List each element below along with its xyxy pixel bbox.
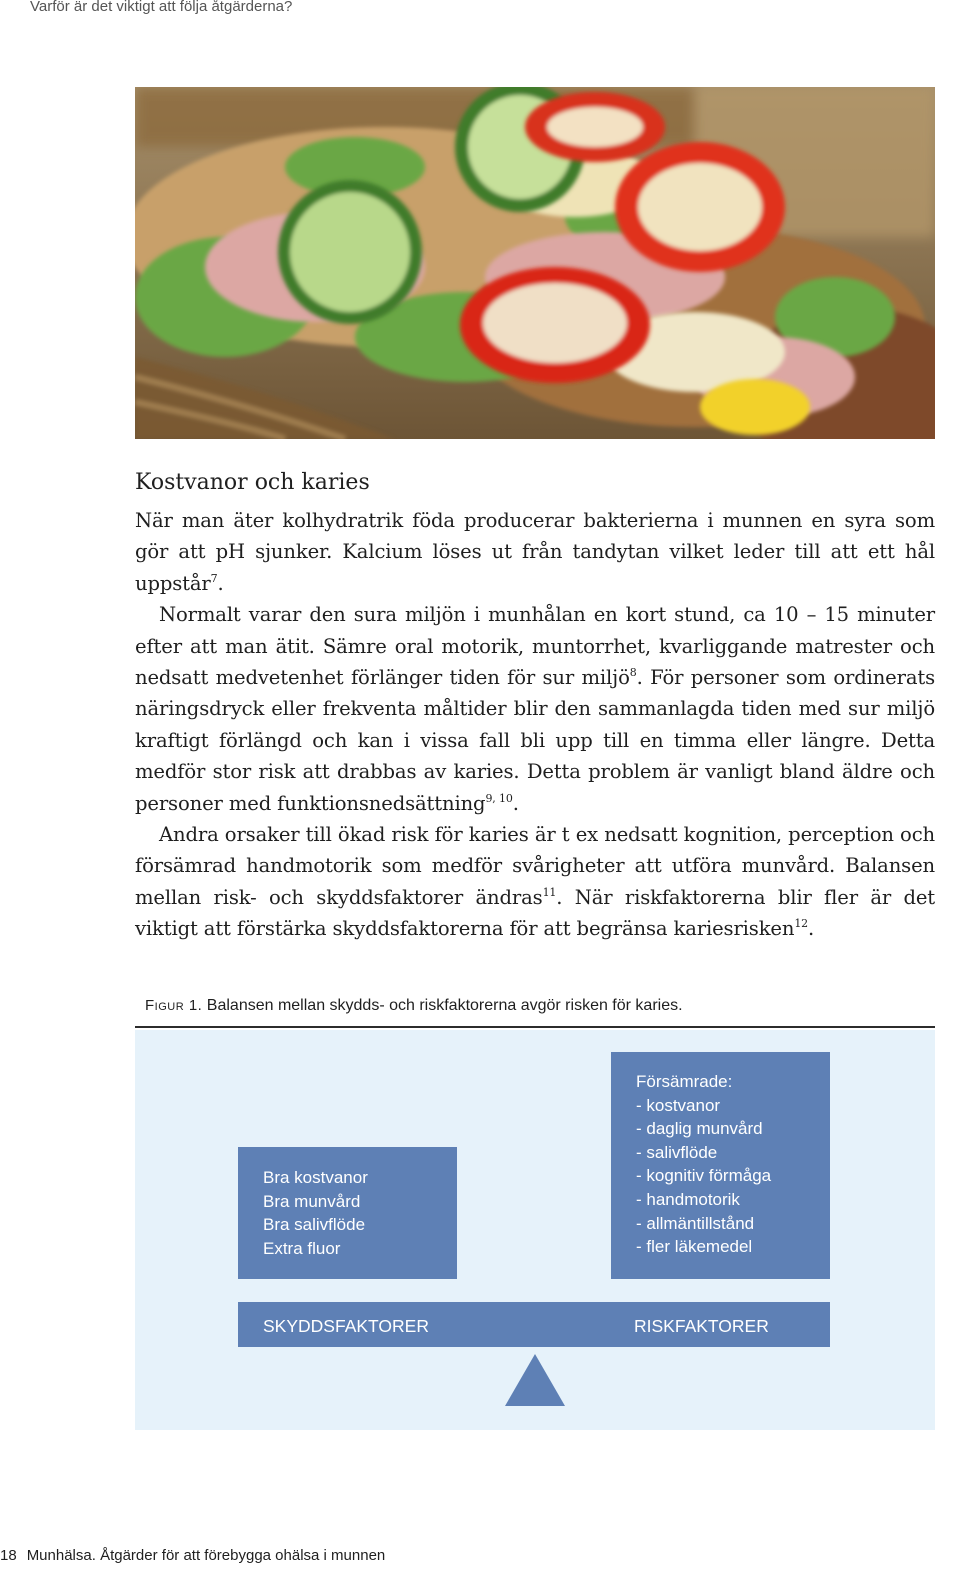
- footnote-ref[interactable]: 11: [542, 885, 557, 899]
- risk-item: Försämrade:: [636, 1072, 733, 1091]
- footnote-ref[interactable]: 9, 10: [485, 791, 513, 805]
- protective-item: Bra munvård: [263, 1191, 361, 1211]
- figure-caption-text: Balansen mellan skydds- och riskfaktorerna avgör risken för karies.: [202, 997, 683, 1014]
- page-number: 18: [0, 1547, 17, 1564]
- paragraph-text: .: [217, 571, 224, 595]
- risk-item: - handmotorik: [636, 1189, 740, 1209]
- footnote-ref[interactable]: 12: [794, 917, 809, 931]
- paragraph-text: Normalt varar den sura miljön i munhålan en kort stund, ca 10 – 15 minuter efter att man ätit. Sämre oral motorik, muntorrhet, kvarliggande matrester och nedsatt medvetenhet förlänger tiden för sur miljö: [135, 603, 935, 690]
- risk-factors-box: [611, 1052, 830, 1279]
- article-body: [135, 470, 935, 945]
- paragraph-text: .: [808, 917, 815, 941]
- paragraph-1: [135, 505, 935, 599]
- sandwich-photo: [135, 87, 935, 439]
- footnote-ref[interactable]: 7: [210, 571, 218, 585]
- protective-item: Bra kostvanor: [263, 1168, 368, 1187]
- paragraph-text: .: [512, 791, 519, 815]
- section-heading: Kostvanor och karies: [135, 470, 370, 495]
- paragraph-text: . För personer som ordinerats näringsdryck eller frekventa måltider blir den sammanlagda tiden med sur miljö kraftigt förlängd och kan i vissa fall bli upp till en timma eller längre. Detta medför stor risk att drabbas av karies. Detta problem är vanligt bland äldre och personer med funktionsnedsättning: [135, 666, 935, 815]
- beam-label-risk: RISKFAKTORER: [634, 1316, 769, 1336]
- risk-item: - daglig munvård: [636, 1119, 763, 1139]
- book-title: Munhälsa.: [26, 1547, 96, 1564]
- paragraph-2: [135, 599, 935, 819]
- fulcrum-triangle-icon: [505, 1354, 565, 1406]
- beam-label-protective: SKYDDSFAKTORER: [263, 1316, 429, 1336]
- protective-item: Bra salivflöde: [263, 1215, 366, 1235]
- footnote-ref[interactable]: 8: [629, 666, 637, 680]
- balance-beam: [238, 1302, 830, 1347]
- protective-factors-box: [238, 1147, 457, 1279]
- running-head: Varför är det viktigt att följa åtgärderna?: [30, 0, 293, 15]
- caption-rule: [135, 1026, 935, 1028]
- risk-item: - kostvanor: [636, 1095, 721, 1115]
- paragraph-text: . När riskfaktorerna blir fler är det viktigt att förstärka skyddsfaktorerna för att begränsa kariesrisken: [135, 885, 936, 941]
- protective-item: Extra fluor: [263, 1238, 341, 1258]
- risk-item: - fler läkemedel: [636, 1237, 753, 1257]
- paragraph-text: Andra orsaker till ökad risk för karies är t ex nedsatt kognition, perception och försämrad handmotorik som medför svårigheter att utföra munvård. Balansen mellan risk- och skyddsfaktorer ändras: [135, 823, 935, 909]
- book-subtitle: Åtgärder för att förebygga ohälsa i munnen: [95, 1547, 386, 1564]
- figure-label: Figur 1.: [145, 997, 203, 1014]
- risk-item: - allmäntillstånd: [636, 1213, 755, 1233]
- risk-item: - kognitiv förmåga: [636, 1166, 772, 1186]
- paragraph-text: När man äter kolhydratrik föda producerar bakterierna i munnen en syra som gör att pH sjunker. Kalcium löses ut från tandytan vilket leder till att ett hål uppstår: [135, 509, 935, 595]
- paragraph-3: [135, 819, 935, 945]
- figure-caption: [145, 997, 683, 1015]
- risk-item: - salivflöde: [636, 1142, 718, 1162]
- page-footer: [0, 1547, 385, 1564]
